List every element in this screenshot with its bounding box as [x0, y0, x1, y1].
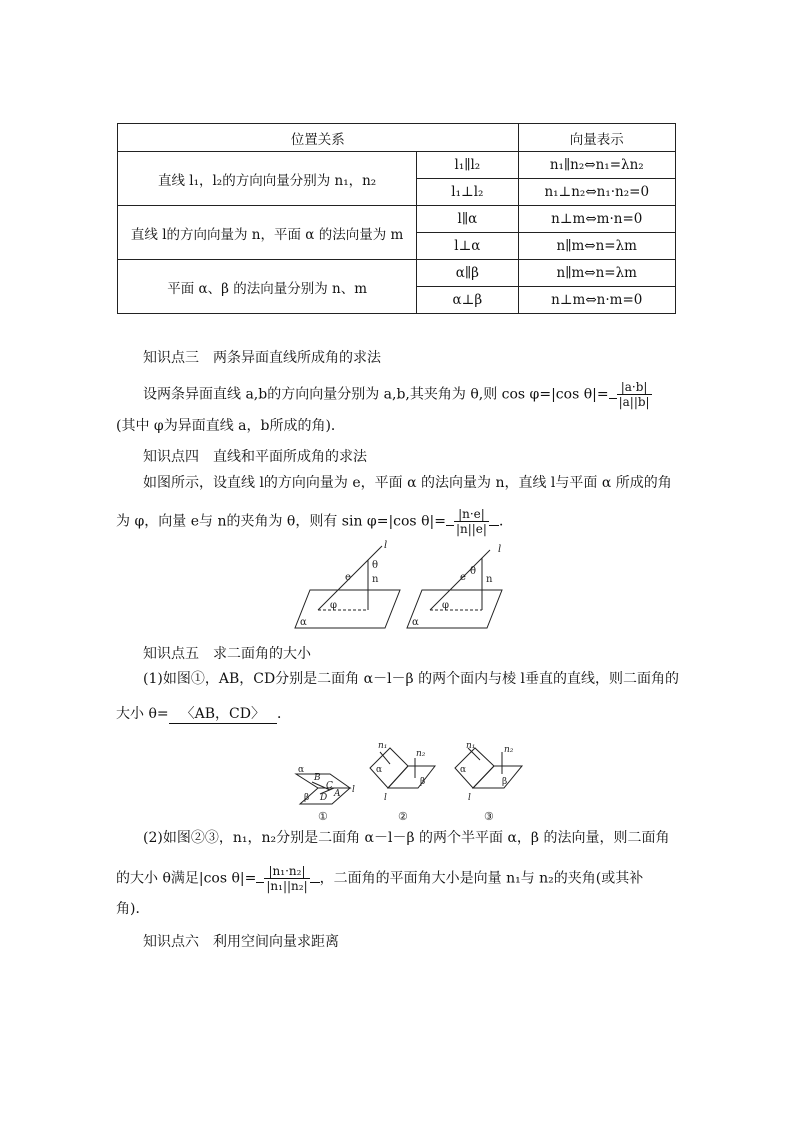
section-4-title: 知识点四 直线和平面所成角的求法: [143, 449, 367, 465]
svg-text:n₁: n₁: [466, 741, 476, 751]
n-label: n: [372, 574, 379, 585]
plane-alpha-right: [407, 590, 502, 628]
relation-lines: 直线 l₁，l₂的方向向量分别为 n₁，n₂: [118, 152, 417, 206]
section-6-title: 知识点六 利用空间向量求距离: [143, 934, 339, 950]
plane-alpha-left: [295, 590, 400, 628]
svg-text:α: α: [376, 765, 383, 775]
svg-text:n₂: n₂: [504, 745, 514, 755]
relation-planes: 平面 α、β 的法向量分别为 n、m: [118, 260, 417, 314]
section-4-line-1: 如图所示，设直线 l的方向向量为 e，平面 α 的法向量为 n，直线 l与平面 α 所成的角: [143, 475, 672, 491]
svg-text:β: β: [420, 777, 426, 787]
point-B-label: B: [314, 773, 321, 783]
e-label: e: [345, 572, 351, 583]
point-D-label: D: [320, 793, 328, 803]
vector-cell: n₁∥n₂⇔n₁=λn₂: [518, 152, 675, 179]
vector-cell: n⊥m⇔n·m=0: [518, 287, 675, 314]
section-5-fraction: [264, 864, 309, 893]
svg-text:θ: θ: [470, 566, 477, 577]
table-header-relation: 位置关系: [118, 124, 519, 152]
condition-cell: l₁⊥l₂: [417, 179, 518, 206]
figure-caption-1: ①: [318, 810, 328, 822]
point-A-label: A: [334, 789, 341, 799]
section-3-fraction: [617, 380, 652, 409]
svg-text:l: l: [384, 793, 387, 803]
fraction-numerator: |n₁·n₂|: [264, 864, 309, 879]
condition-cell: l⊥α: [417, 233, 518, 260]
section-3-formula-prefix: 设两条异面直线 a,b的方向向量分别为 a,b,其夹角为 θ,则 cos φ=|cos θ|=: [143, 386, 609, 403]
section-5-p2-line-3: 角)．: [116, 901, 150, 917]
condition-cell: l₁∥l₂: [417, 152, 518, 179]
section-5-p2-line-1: (2)如图②③，n₁，n₂分别是二面角 α－l－β 的两个半平面 α，β 的法向量，则二面角: [143, 830, 670, 846]
section-3-title: 知识点三 两条异面直线所成角的求法: [143, 350, 381, 366]
fraction-numerator: |a·b|: [617, 380, 652, 395]
vector-cell: n∥m⇔n=λm: [518, 233, 675, 260]
section-3-line-2: (其中 φ为异面直线 a，b所成的角)．: [116, 418, 345, 434]
line-l-label: l: [384, 540, 388, 551]
section-5-p1-line-2: 大小 θ= 〈AB，CD〉 ．: [116, 706, 291, 722]
table-header-vector: 向量表示: [518, 124, 675, 152]
figure-caption-2: ②: [398, 810, 408, 822]
section-4-fraction: [454, 507, 489, 536]
vector-cell: n∥m⇔n=λm: [518, 260, 675, 287]
normal-n1-label: n₁: [378, 741, 388, 751]
condition-cell: α⊥β: [417, 287, 518, 314]
section-4-formula-prefix: 为 φ，向量 e与 n的夹角为 θ，则有 sin φ=|cos θ|=: [116, 513, 446, 530]
section-5-p1-line-1: (1)如图①，AB，CD分别是二面角 α－l－β 的两个面内与棱 l垂直的直线，则二面角的: [143, 671, 680, 687]
vector-relation-table: [117, 123, 676, 314]
dihedral-figures: [290, 738, 530, 822]
normal-n2-label: n₂: [416, 749, 426, 759]
fraction-denominator: |n||e|: [455, 522, 487, 536]
section-4-line-2: 为 φ，向量 e与 n的夹角为 θ，则有 sin φ=|cos θ|= $\frac{|n\cdot e|}{|n||e|}$ ．: [116, 507, 513, 536]
alpha-label: α: [300, 617, 307, 628]
fraction-denominator: |a||b|: [618, 395, 650, 409]
svg-text:β: β: [502, 777, 508, 787]
condition-cell: l∥α: [417, 206, 518, 233]
svg-text:l: l: [468, 793, 471, 803]
beta-label: β: [304, 793, 310, 803]
svg-text:n: n: [486, 574, 493, 585]
phi-label: φ: [330, 600, 338, 611]
section-5-p2-line-2: 的大小 θ满足|cos θ|= $\frac{\text{|n₁·n₂|}}{\text{|n₁||n₂|}}$ ，二面角的平面角大小是向量 n₁与 n₂的夹角(或其补: [116, 864, 644, 893]
svg-text:α: α: [412, 617, 419, 628]
condition-cell: α∥β: [417, 260, 518, 287]
section-5-title: 知识点五 求二面角的大小: [143, 646, 311, 662]
alpha-label: α: [298, 765, 305, 775]
edge-l-label: l: [352, 785, 355, 795]
vector-cell: n₁⊥n₂⇔n₁·n₂=0: [518, 179, 675, 206]
svg-text:e: e: [460, 572, 466, 583]
relation-line-plane: 直线 l的方向向量为 n，平面 α 的法向量为 m: [118, 206, 417, 260]
svg-text:α: α: [460, 765, 467, 775]
dihedral-answer-blank: 〈AB，CD〉: [169, 705, 277, 724]
section-3-line-1: [143, 380, 652, 409]
fraction-denominator: |n₁||n₂|: [266, 879, 308, 893]
line-plane-angle-figure: [290, 540, 520, 635]
theta-label: θ: [372, 560, 379, 571]
point-C-label: C: [326, 781, 333, 791]
vector-cell: n⊥m⇔m·n=0: [518, 206, 675, 233]
svg-text:l: l: [498, 544, 502, 555]
svg-text:φ: φ: [442, 600, 450, 611]
figure-caption-3: ③: [484, 810, 494, 822]
fraction-numerator: |n·e|: [454, 507, 489, 522]
